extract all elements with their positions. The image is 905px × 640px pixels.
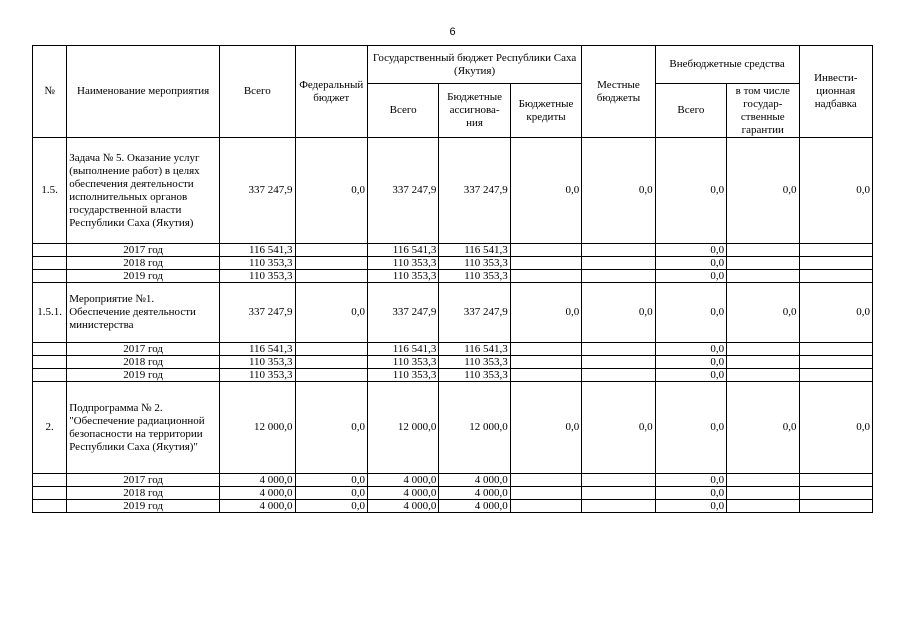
cell-extra-total: 0,0 bbox=[655, 138, 726, 244]
header-name: Наименование мероприятия bbox=[67, 46, 220, 138]
cell-state-total: 116 541,3 bbox=[367, 343, 438, 356]
header-extra-guarantees: в том числе государ-ственные гарантии bbox=[727, 84, 799, 138]
cell-federal bbox=[295, 356, 367, 369]
header-local: Местные бюджеты bbox=[582, 46, 655, 138]
cell-state-total: 4 000,0 bbox=[367, 474, 438, 487]
table-row bbox=[33, 343, 873, 356]
cell-federal: 0,0 bbox=[295, 382, 367, 474]
row-number: 1.5.1. bbox=[33, 283, 67, 343]
row-name: Подпрограмма № 2. "Обеспечение радиационной безопасности на территории Республики Саха (Якутия)" bbox=[67, 382, 220, 474]
row-year: 2017 год bbox=[67, 244, 220, 257]
header-no: № bbox=[33, 46, 67, 138]
header-invest: Инвести-ционная надбавка bbox=[799, 46, 873, 138]
cell-state-total: 4 000,0 bbox=[367, 487, 438, 500]
cell-state-alloc: 337 247,9 bbox=[439, 283, 510, 343]
cell-state-alloc: 110 353,3 bbox=[439, 270, 510, 283]
cell-total: 4 000,0 bbox=[220, 474, 295, 487]
cell-federal bbox=[295, 270, 367, 283]
row-year: 2017 год bbox=[67, 474, 220, 487]
cell-state-total: 4 000,0 bbox=[367, 500, 438, 513]
cell-state-alloc: 110 353,3 bbox=[439, 257, 510, 270]
cell-extra-total: 0,0 bbox=[655, 500, 726, 513]
cell-state-total: 337 247,9 bbox=[367, 138, 438, 244]
table-row bbox=[33, 283, 873, 343]
cell-total: 337 247,9 bbox=[220, 138, 295, 244]
cell-extra-guarantees: 0,0 bbox=[727, 382, 799, 474]
cell-extra-total: 0,0 bbox=[655, 270, 726, 283]
cell-total: 110 353,3 bbox=[220, 257, 295, 270]
cell-total: 337 247,9 bbox=[220, 283, 295, 343]
cell-state-total: 12 000,0 bbox=[367, 382, 438, 474]
header-federal: Федеральный бюджет bbox=[295, 46, 367, 138]
cell-state-alloc: 4 000,0 bbox=[439, 487, 510, 500]
cell-state-total: 110 353,3 bbox=[367, 356, 438, 369]
cell-state-alloc: 110 353,3 bbox=[439, 369, 510, 382]
row-year: 2018 год bbox=[67, 487, 220, 500]
cell-federal bbox=[295, 369, 367, 382]
cell-extra-total: 0,0 bbox=[655, 343, 726, 356]
row-year: 2018 год bbox=[67, 257, 220, 270]
cell-local: 0,0 bbox=[582, 138, 655, 244]
cell-total: 116 541,3 bbox=[220, 343, 295, 356]
header-state-total: Всего bbox=[367, 84, 438, 138]
cell-federal: 0,0 bbox=[295, 283, 367, 343]
table-row bbox=[33, 500, 873, 513]
cell-extra-total: 0,0 bbox=[655, 369, 726, 382]
cell-state-credits: 0,0 bbox=[510, 382, 581, 474]
cell-total: 12 000,0 bbox=[220, 382, 295, 474]
cell-total: 116 541,3 bbox=[220, 244, 295, 257]
cell-federal: 0,0 bbox=[295, 138, 367, 244]
row-year: 2018 год bbox=[67, 356, 220, 369]
row-number: 1.5. bbox=[33, 138, 67, 244]
cell-extra-total: 0,0 bbox=[655, 382, 726, 474]
cell-state-alloc: 110 353,3 bbox=[439, 356, 510, 369]
cell-extra-guarantees: 0,0 bbox=[727, 283, 799, 343]
cell-invest: 0,0 bbox=[799, 138, 873, 244]
cell-federal bbox=[295, 343, 367, 356]
table-row bbox=[33, 356, 873, 369]
header-extra-total: Всего bbox=[655, 84, 726, 138]
page-number: 6 bbox=[449, 26, 456, 38]
cell-state-total: 337 247,9 bbox=[367, 283, 438, 343]
cell-state-total: 116 541,3 bbox=[367, 244, 438, 257]
cell-total: 110 353,3 bbox=[220, 356, 295, 369]
cell-extra-total: 0,0 bbox=[655, 244, 726, 257]
cell-total: 4 000,0 bbox=[220, 487, 295, 500]
cell-extra-total: 0,0 bbox=[655, 487, 726, 500]
cell-total: 110 353,3 bbox=[220, 270, 295, 283]
table-row bbox=[33, 138, 873, 244]
cell-state-alloc: 4 000,0 bbox=[439, 474, 510, 487]
row-year: 2019 год bbox=[67, 369, 220, 382]
cell-total: 110 353,3 bbox=[220, 369, 295, 382]
cell-extra-total: 0,0 bbox=[655, 356, 726, 369]
header-extra-budget: Внебюджетные средства bbox=[655, 46, 799, 84]
cell-state-total: 110 353,3 bbox=[367, 270, 438, 283]
table-row bbox=[33, 487, 873, 500]
table-row bbox=[33, 244, 873, 257]
cell-state-credits: 0,0 bbox=[510, 138, 581, 244]
cell-invest: 0,0 bbox=[799, 283, 873, 343]
cell-extra-total: 0,0 bbox=[655, 474, 726, 487]
budget-table bbox=[32, 45, 873, 513]
cell-state-credits: 0,0 bbox=[510, 283, 581, 343]
row-year: 2017 год bbox=[67, 343, 220, 356]
table-row bbox=[33, 382, 873, 474]
cell-extra-total: 0,0 bbox=[655, 257, 726, 270]
cell-extra-total: 0,0 bbox=[655, 283, 726, 343]
table-row bbox=[33, 369, 873, 382]
cell-extra-guarantees: 0,0 bbox=[727, 138, 799, 244]
header-total: Всего bbox=[220, 46, 295, 138]
cell-federal: 0,0 bbox=[295, 487, 367, 500]
row-year: 2019 год bbox=[67, 270, 220, 283]
cell-federal: 0,0 bbox=[295, 474, 367, 487]
row-name: Задача № 5. Оказание услуг (выполнение работ) в целях обеспечения деятельности исполнительных органов государственной власти Республики Саха (Якутия) bbox=[67, 138, 220, 244]
cell-federal: 0,0 bbox=[295, 500, 367, 513]
table-row bbox=[33, 257, 873, 270]
row-name: Мероприятие №1. Обеспечение деятельности министерства bbox=[67, 283, 220, 343]
table-header bbox=[33, 46, 873, 138]
cell-invest: 0,0 bbox=[799, 382, 873, 474]
cell-local: 0,0 bbox=[582, 382, 655, 474]
row-year: 2019 год bbox=[67, 500, 220, 513]
cell-state-alloc: 4 000,0 bbox=[439, 500, 510, 513]
cell-state-total: 110 353,3 bbox=[367, 369, 438, 382]
cell-state-total: 110 353,3 bbox=[367, 257, 438, 270]
cell-total: 4 000,0 bbox=[220, 500, 295, 513]
cell-state-alloc: 337 247,9 bbox=[439, 138, 510, 244]
cell-state-alloc: 12 000,0 bbox=[439, 382, 510, 474]
cell-state-alloc: 116 541,3 bbox=[439, 343, 510, 356]
cell-local: 0,0 bbox=[582, 283, 655, 343]
table-row bbox=[33, 270, 873, 283]
header-state-credits: Бюджетные кредиты bbox=[510, 84, 581, 138]
cell-federal bbox=[295, 244, 367, 257]
cell-federal bbox=[295, 257, 367, 270]
row-number: 2. bbox=[33, 382, 67, 474]
header-state-budget: Государственный бюджет Республики Саха (Якутия) bbox=[367, 46, 581, 84]
table-row bbox=[33, 474, 873, 487]
cell-state-alloc: 116 541,3 bbox=[439, 244, 510, 257]
header-state-allocations: Бюджетные ассигнова-ния bbox=[439, 84, 510, 138]
